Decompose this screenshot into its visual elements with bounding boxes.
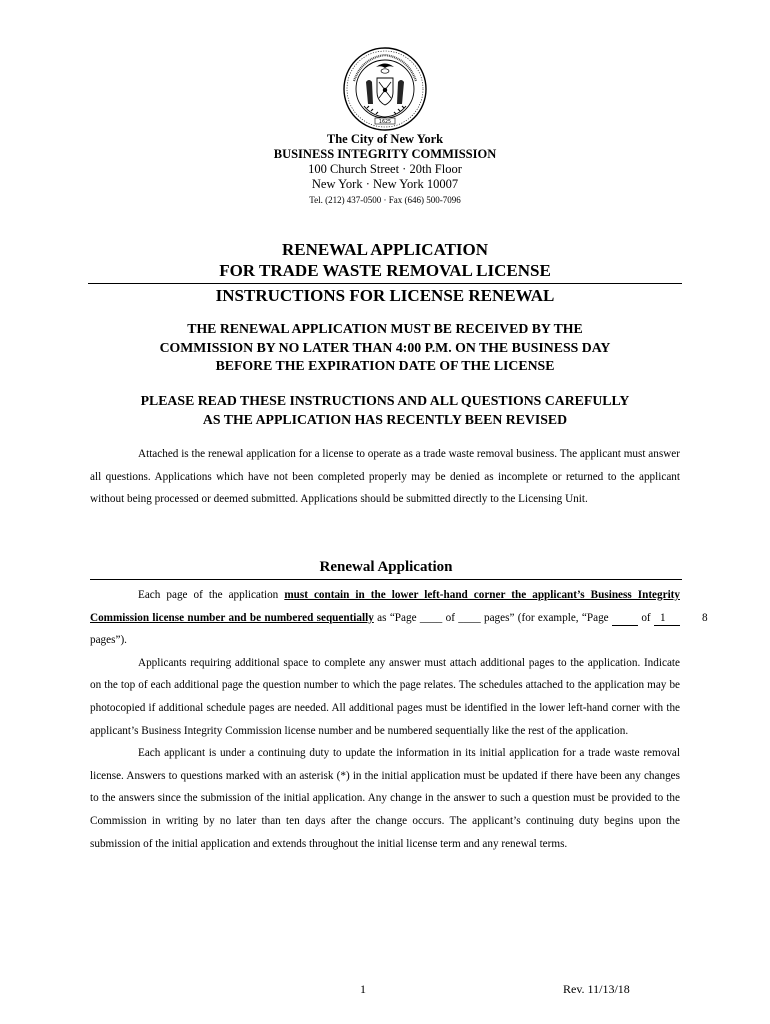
- read-note-line-2: AS THE APPLICATION HAS RECENTLY BEEN REVISED: [202, 411, 568, 427]
- p1-of: of: [442, 611, 459, 624]
- p1-blank-1: ____: [419, 611, 443, 624]
- p1-end: pages” (for example, “Page: [480, 611, 612, 624]
- contact-phone-fax: Tel. (212) 437-0500 · Fax (646) 500-7096: [309, 195, 461, 205]
- p1-example-end: pages”).: [90, 634, 127, 647]
- city-name: The City of New York: [326, 132, 444, 146]
- paragraph-page-numbering: [90, 584, 708, 652]
- section-heading: Renewal Application: [319, 559, 453, 575]
- page-number: 1: [360, 982, 366, 996]
- read-carefully-notice: [88, 392, 682, 429]
- deadline-notice: [88, 320, 682, 376]
- title-line-1: RENEWAL APPLICATION: [281, 240, 489, 259]
- deadline-line-3: BEFORE THE EXPIRATION DATE OF THE LICENSE: [215, 358, 555, 373]
- seal-year: 1625: [378, 120, 392, 125]
- title-line-3: INSTRUCTIONS FOR LICENSE RENEWAL: [215, 286, 555, 305]
- commission-name: BUSINESS INTEGRITY COMMISSION: [273, 147, 497, 161]
- document-title: [88, 239, 682, 306]
- p1-emphasis: must contain in the lower left-hand corner the applicant’s Business Integrity Commission license number and be numbered sequentially: [90, 589, 680, 624]
- example-page-number: 1: [612, 612, 638, 626]
- p1-blank-2: ____: [458, 611, 481, 624]
- paragraph-additional-space: Applicants requiring additional space to complete any answer must attach additional pages to the application. Indicate on the top of each additional page the question number to which the page relates. The schedules attached to the application may be photocopied if additional schedule pages are needed. All additional pages must be identified in the lower left-hand corner with the applicant’s Business Integrity Commission license number and be numbered sequentially like the rest of the application.: [90, 656, 680, 737]
- section-divider: [90, 579, 682, 580]
- agency-header: [0, 132, 770, 208]
- p1-start: Each page of the application: [138, 589, 285, 601]
- title-line-2: FOR TRADE WASTE REMOVAL LICENSE: [219, 261, 551, 280]
- deadline-line-1: THE RENEWAL APPLICATION MUST BE RECEIVED BY THE: [187, 321, 583, 336]
- example-page-total: 8: [654, 612, 680, 626]
- revision-date: Rev. 11/13/18: [563, 982, 630, 996]
- address-line-1: 100 Church Street · 20th Floor: [308, 162, 462, 176]
- city-seal-logo: [342, 46, 428, 132]
- intro-paragraph-block: [90, 443, 680, 511]
- address-line-2: New York · New York 10007: [311, 177, 459, 191]
- deadline-line-2: COMMISSION BY NO LATER THAN 4:00 P.M. ON THE BUSINESS DAY: [159, 339, 611, 355]
- section-heading-block: [90, 556, 682, 580]
- p1-example-of: of: [637, 611, 654, 624]
- intro-paragraph: Attached is the renewal application for a license to operate as a trade waste removal business. The applicant must answer all questions. Applications which have not been completed properly may be denied as incomplete or returned to the applicant without being processed or deemed submitted. Applications should be submitted directly to the Licensing Unit.: [90, 448, 680, 506]
- read-note-line-1: PLEASE READ THESE INSTRUCTIONS AND ALL QUESTIONS CAREFULLY: [140, 393, 630, 408]
- section-body: [90, 584, 708, 855]
- p1-mid: as “Page: [373, 611, 420, 624]
- paragraph-continuing-duty: Each applicant is under a continuing duty to update the information in its initial application for a trade waste removal license. Answers to questions marked with an asterisk (*) in the initial application must be updated if there have been any changes to the answers since the submission of the initial application. Any change in the answer to such a question must be provided to the Commission in writing by no later than ten days after the change occurs. The applicant’s continuing duty begins upon the submission of the initial application and extends throughout the initial license term and any renewal terms.: [90, 747, 680, 850]
- title-divider: [88, 283, 682, 284]
